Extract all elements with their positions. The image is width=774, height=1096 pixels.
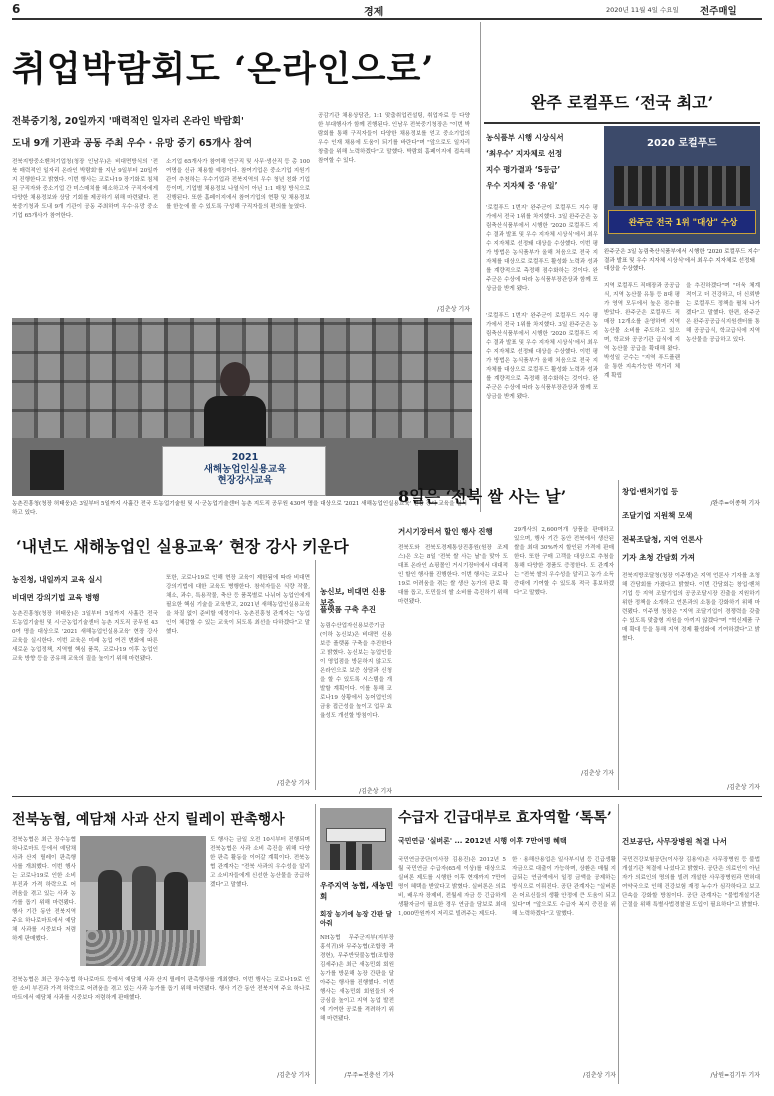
- art10-sub1: 건보공단, 사무장병원 척결 나서: [622, 837, 727, 846]
- art6-sub1: 농신보, 비대면 신용보증: [320, 587, 387, 607]
- art2-kicker-1: 농식품부 시행 시상식서: [486, 133, 564, 142]
- art1-column-2: 소기업 65개사가 참여해 연구직 및 사무·생산직 등 총 100여명을 신규 채용할 예정이다. 참여기업은 중소기업 지원기관이 추천하는 우수기업과 전북지역의 우수 청년 친화 기업 등이며, 기업별 채용정보 나열식이 아닌 1:1 매칭 방식으로 진행된다. 또한 홈페이지에서 참여기업의 현황 및 채용정보를 한눈에 볼 수 있도록 구성해 구직자들의 편의를 높였다.: [166, 159, 310, 210]
- art3-column-2: 또한, 코로나19로 인해 현장 교육이 제한됨에 따라 비대면 강의기법에 대한 교육도 병행한다. 참석자들은 식량 작물, 채소, 과수, 특용작물, 축산 등 품목별로 나뉘어 농업인에게 필요한 핵심 기술을 교육받고, 2021년 새해농업인실용교육을 차질 없이 준비할 예정이다. 농촌진흥청 관계자는 "농업인이 체감할 수 있는 교육이 되도록 최선을 다하겠다"고 말했다.: [166, 575, 310, 635]
- art2-column-1: '로컬푸드 1번지' 완주군이 로컬푸드 지수 평가에서 전국 1위를 차지했다. 3일 완주군은 농림축산식품부에서 시행한 '2020 로컬푸드 지수 결과 발표 및 우수 지자체 시상식'에서 최우수 지자체로 선정돼 대상을 수상했다. 이번 평가 방법은 농식품부가 올해 처음으로 전국 지자체를 대상으로 로컬푸드 활성화 노력과 성과를 계량적으로 측정해 점수화하는 것이다. 완주군은 수상에 따라 농식품부장관상과 함께 포상금을 받게 됐다.: [486, 205, 598, 292]
- art1-column-1: 전북지방중소벤처기업청(청장 인남우)은 비대면방식의 '전북 매력적인 일자리 온라인 박람회'를 지난 9일부터 20일까지 진행한다고 밝혔다. 이번 행사는 코로나19 장기화로 침체된 구직자와 중소기업 간 미스매치를 해소하고자 구직자에게 다양한 채용정보와 상담 기회를 제공하기 위해 마련됐다. 전북중기청과 도내 9개 기관이 공동 주최하며 우수·유망 중소기업 65개사가 참여한다.: [12, 159, 158, 219]
- art9-column-1: 국민연금공단(이사장 김용진)은 2012년 5월 국민연금 수급자(65세 이상)를 대상으로 실버론 제도를 시행한 이후 현재까지 7만여명이 혜택을 받았다고 밝혔다. 실버론은 의료비, 배우자 장제비, 전월세 자금 등 긴급하게 생활자금이 필요한 경우 연금을 담보로 최대 1,000만원까지 저리로 빌려주는 제도다.: [398, 857, 506, 917]
- page-number: 6: [12, 2, 21, 16]
- art3-column-1: 농촌진흥청(청장 허태웅)은 3일부터 5일까지 사흘간 전국 도농업기술원 및 시·군농업기술센터 농촌 지도직 공무원 430여 명을 대상으로 '2021 새해농업인실용교육' 현장 강사 교육을 실시한다. 이번 교육은 미래 농업 여건 변화에 따른 새로운 농업정책, 지역별 핵심 품목, 코로나19 이후 농업인 교육 방향 등을 공유해 교육의 질을 높이기 위해 마련됐다.: [12, 611, 158, 662]
- column-divider: [480, 22, 481, 512]
- column-divider-2: [315, 560, 316, 790]
- apple-promotion-photo: [80, 836, 206, 966]
- issue-date: 2020년 11월 4일 수요일: [606, 6, 679, 14]
- stage-banner-text: 2021 새해농업인실용교육 현장강사교육: [203, 452, 287, 486]
- art3-byline: /김춘상 기자: [277, 780, 310, 787]
- art2-column-1b: '로컬푸드 1번지' 완주군이 로컬푸드 지수 평가에서 전국 1위를 차지했다. 3일 완주군은 농림축산식품부에서 시행한 '2020 로컬푸드 지수 결과 발표 및 우수 지자체 시상식'에서 최우수 지자체로 선정돼 대상을 수상했다. 이번 평가 방법은 농식품부가 올해 처음으로 전국 지자체를 대상으로 로컬푸드 활성화 노력과 성과를 계량적으로 측정해 점수화하는 것이다. 완주군은 수상에 따라 농식품부장관상과 함께 포상금을 받게 됐다.: [486, 313, 598, 400]
- art8-sub1: 회장 농기에 농장 간판 달아줘: [320, 910, 392, 927]
- column-divider-3: [618, 480, 619, 790]
- art8-byline: /무주=전충선 기자: [344, 1072, 394, 1079]
- art8-column-1: NH농협 무주군지부(지부장 홍석귀)와 무주농협(조합장 곽경헌), 무주반딧불농협(조합장 김세주)은 최근 새농민회 회원 농가를 방문해 농장 간판을 달아주는 행사를 진행했다. 이번 행사는 새농민회 회원들의 자긍심을 높이고 지역 농업 발전에 기여한 공로를 격려하기 위해 마련됐다.: [320, 935, 394, 1022]
- award-banner-text: 완주군 전국 1위 "대상" 수상: [628, 218, 738, 228]
- art7-column-2: 도 행사는 금일 오전 10시부터 진행되며 전북농협은 사과 소비 촉진을 위해 다양한 판촉 활동을 이어갈 계획이다. 전북농협 관계자는 "전북 사과의 우수성을 알리고 소비자들에게 신선한 농산물을 공급하겠다"고 말했다.: [210, 837, 310, 888]
- art2-kicker-3: 지수 평가결과 ‘S등급’: [486, 165, 561, 174]
- art4-column-2: 29개사의 2,600여개 상품을 판매하고 있으며, 행사 기간 동안 전북에서 생산된 쌀을 최대 30%까지 할인된 가격에 판매한다. 또한 구매 고객을 대상으로 추첨을 통해 다양한 경품도 증정한다. 도 관계자는 "전북 쌀의 우수성을 알리고 농가 소득 증대에 기여할 수 있도록 적극 홍보하겠다"고 말했다.: [514, 527, 614, 596]
- art10-column-1: 국민건강보험공단(이사장 김용익)은 사무장병원 등 불법개설기관 척결에 나섰다고 밝혔다. 공단은 의료인이 아닌 자가 의료인의 명의를 빌려 개설한 사무장병원과 면허대여약국으로 인해 건강보험 재정 누수가 심각하다고 보고 단속을 강화할 방침이다. 공단 관계자는 "불법개설기관 근절을 위해 특별사법경찰권 도입이 필요하다"고 밝혔다.: [622, 857, 760, 908]
- art3-sub2: 비대면 강의기법 교육 병행: [12, 593, 100, 602]
- art5-sub1: 창업·벤처기업 등: [622, 487, 679, 496]
- art2-column-3: 을 추진하겠다"며 "더욱 체계적이고 더 건강하고, 더 신뢰받는 로컬푸드 정책을 펼쳐 나가겠다"고 말했다. 한편, 완주군은 완주공공급식지원센터를 통해 공공급식, 학교급식에 지역농산물을 공급하고 있다.: [686, 283, 760, 343]
- award-banner: [608, 210, 756, 234]
- art1-headline: 취업박람회도 ‘온라인으로’: [12, 49, 435, 90]
- farm-sign-photo: [320, 808, 392, 870]
- photo1-caption: 농촌진흥청(청장 허태웅)은 3일부터 5일까지 사흘간 전국 도농업기술원 및 시·군농업기술센터 농촌 지도직 공무원 430여 명을 대상으로 '2021 새해농업인실용교육' 현장 강사 교육을 실시하고 있다.: [12, 501, 468, 516]
- art7-byline: /김춘상 기자: [277, 1072, 310, 1079]
- art3-headline: ‘내년도 새해농업인 실용교육’ 현장 강사 키운다: [16, 537, 349, 556]
- art9-sub1: 국민연금 '실버론' ... 2012년 시행 이후 7만여명 혜택: [398, 837, 567, 845]
- art10-byline: /남원=김기두 기자: [710, 1072, 760, 1079]
- art7-headline: 전북농협, 예담채 사과 산지 릴레이 판촉행사: [12, 812, 285, 828]
- art2-kicker-2: ‘최우수’ 지자체로 선정: [486, 149, 563, 158]
- award-banner-top: 2020 로컬푸드: [647, 138, 717, 149]
- art4-column-1: 전북도와 전북도경제통상진흥원(원장 조제스)은 오는 8일 '전북 쌀 사는 날'을 맞아 도 대표 온라인 쇼핑몰인 거시기장터에서 대대적인 할인 행사를 진행한다. 이번 행사는 코로나19로 어려움을 겪는 쌀 생산 농가의 판로 확대를 돕고, 도민들의 쌀 소비를 촉진하기 위해 마련됐다.: [398, 545, 508, 605]
- art5-sub2: 조달기업 지원책 모색: [622, 511, 693, 520]
- camera-right-icon: [418, 450, 458, 490]
- camera-left-icon: [30, 450, 64, 490]
- art2-kicker-4: 우수 지자체 중 ‘유일’: [486, 181, 558, 190]
- art9-byline: /김춘상 기자: [583, 1072, 616, 1079]
- column-divider-4: [315, 804, 316, 1084]
- column-divider-5: [618, 804, 619, 1084]
- art1-sub2: 도내 9개 기관과 공동 주최 우수 · 유망 중기 65개사 참여: [12, 138, 253, 149]
- masthead-rule: [12, 18, 762, 20]
- art1-column-3: 공감기관 채용상담관, 1:1 맞춤취업컨설팅, 취업자료 등 다양한 부대행사가 함께 진행된다. 인남우 전북중기청장은 "이번 박람회를 통해 구직자들이 다양한 채용정보를 얻고 중소기업의 우수 인재 채용에 도움이 되기를 바란다"며 "앞으로도 일자리 창출을 위해 노력하겠다"고 말했다. 박람회 홈페이지에 접속해 참여할 수 있다.: [318, 113, 470, 164]
- paper-name: 전주매일: [700, 6, 737, 17]
- art7-column-1: 전북농협은 최근 장수농협 하나로마트 등에서 예담채 사과 산지 릴레이 판촉행사를 개최했다. 이번 행사는 코로나19로 인한 소비 부진과 가격 하락으로 어려움을 겪고 있는 사과 농가를 돕기 위해 마련됐다. 행사 기간 동안 전북지역 주요 하나로마트에서 예담채 사과를 시중보다 저렴하게 판매했다.: [12, 837, 76, 942]
- photo2-caption: 완주군은 3일 농림축산식품부에서 시행한 '2020 로컬푸드 지수' 결과 발표 및 우수 지자체 시상식'에서 최우수 지자체로 선정돼 대상을 수상했다.: [604, 249, 760, 272]
- art1-sub1: 전북중기청, 20일까지 '매력적인 일자리 온라인 박람회': [12, 116, 244, 127]
- art6-sub2: 플랫폼 구축 추진: [320, 605, 376, 614]
- art9-column-2: 한 · 용해산용업은 일사부시념 등 긴급생활자금으로 대출이 가능하며, 상환은 매월 지급되는 연금액에서 일정 금액을 공제하는 방식으로 이뤄진다. 공단 관계자는 "실버론은 어르신들의 생활 안정에 큰 도움이 되고 있다"며 "앞으로도 수급자 복지 증진을 위해 노력하겠다"고 말했다.: [512, 857, 616, 917]
- education-event-photo: [12, 318, 472, 496]
- art5-column-1: 전북지방조달청(청장 이주명)은 지역 언론사 기자를 초청해 간담회를 가졌다고 밝혔다. 이번 간담회는 창업·벤처기업 등 지역 조달기업의 공공조달시장 진출을 지원하기 위한 정책을 소개하고 언론과의 소통을 강화하기 위해 마련됐다. 이주명 청장은 "지역 조달기업이 경쟁력을 갖출 수 있도록 맞춤형 지원을 아끼지 않겠다"며 "혁신제품 구매 확대 등을 통해 지역 경제 활성화에 기여하겠다"고 밝혔다.: [622, 573, 760, 642]
- art7-column-3: 전북농협은 최근 장수농협 하나로마트 등에서 예담채 사과 산지 릴레이 판촉행사를 개최했다. 이번 행사는 코로나19로 인한 소비 부진과 가격 하락으로 어려움을 겪고 있는 사과 농가를 돕기 위해 마련됐다. 행사 기간 동안 전북지역 주요 하나로마트에서 예담채 사과를 시중보다 저렴하게 판매했다.: [12, 977, 310, 1001]
- art2-byline: /완주=이종혁 기자: [710, 500, 760, 507]
- art2-rule: [484, 122, 760, 124]
- art1-byline: /김춘상 기자: [437, 306, 470, 313]
- stage-banner: [162, 446, 326, 496]
- art5-byline: /김춘상 기자: [727, 784, 760, 791]
- art3-sub1: 농진청, 내일까지 교육 실시: [12, 575, 103, 584]
- art4-headline: 8일은 ‘전북 쌀 사는 날’: [398, 487, 567, 506]
- art5-sub4: 기자 초청 간담회 가져: [622, 553, 696, 562]
- section-rule: [12, 796, 762, 797]
- art2-column-2: 지역 로컬푸드 직매장과 공공급식, 지역 농산물 유통 등 8대 평가 영역 모두에서 높은 점수를 받았다. 완주군은 로컬푸드 직매장 12개소를 운영하며 지역 농산물 소비를 주도하고 있으며, 학교와 공공기관 급식에 지역 농산물 공급을 확대해 왔다. 박성일 군수는 "지역 푸드플랜을 통한 지속가능한 먹거리 체계 확립: [604, 283, 680, 379]
- art9-headline: 수급자 긴급대부로 효자역할 ‘톡톡’: [398, 810, 612, 826]
- award-ceremony-photo: [604, 126, 760, 244]
- art6-byline: /김춘상 기자: [359, 788, 392, 795]
- masthead: [12, 2, 762, 18]
- art4-byline: /김춘상 기자: [581, 770, 614, 777]
- art2-headline: 완주 로컬푸드 ‘전국 최고’: [530, 93, 714, 112]
- art4-sub1: 거시기장터서 할인 행사 진행: [398, 527, 493, 536]
- art8-headline: 우주지역 농협, 새농민회: [320, 881, 394, 901]
- art5-sub3: 전북조달청, 지역 언론사: [622, 535, 703, 544]
- section-name: 경제: [364, 7, 384, 18]
- award-people: [614, 166, 750, 206]
- art6-column-1: 농림수산업자신용보증기금(이하 농신보)은 비대면 신용보증 플랫폼 구축을 추진한다고 밝혔다. 농신보는 농업인들이 영업점을 방문하지 않고도 온라인으로 보증 상담과 신청을 할 수 있도록 시스템을 개발할 계획이다. 이를 통해 코로나19 상황에서 농어업인의 금융 접근성을 높이고 업무 효율성도 개선할 방침이다.: [320, 623, 392, 719]
